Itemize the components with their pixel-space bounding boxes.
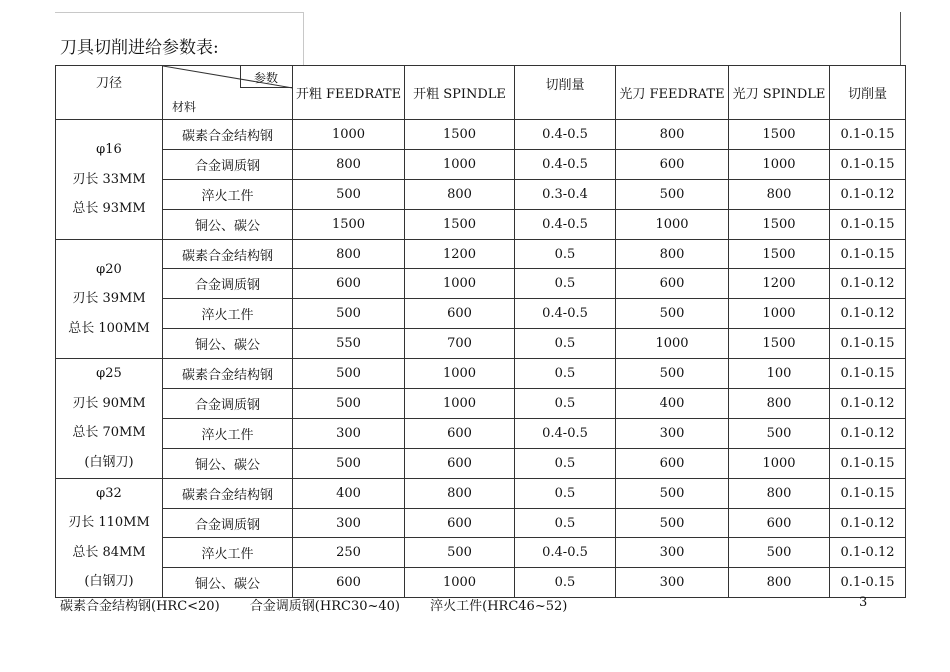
footer-notes [60, 595, 593, 614]
cell-rough-cut-depth: 0.4-0.5 [515, 538, 616, 568]
cell-rough-cut-depth: 0.3-0.4 [515, 179, 616, 209]
tool-spec-line: 刃长 90MM [72, 395, 146, 411]
header-param-label: 参数 [253, 71, 278, 85]
cell-material: 碳素合金结构钢 [163, 120, 293, 150]
cell-material: 淬火工件 [163, 418, 293, 448]
tool-spec-line: (白钢刀) [84, 574, 134, 590]
cell-finish-feedrate: 500 [616, 299, 729, 329]
cell-finish-cut-depth: 0.1-0.15 [830, 120, 906, 150]
table-row [56, 508, 906, 538]
cell-rough-spindle: 1500 [405, 209, 515, 239]
table-row [56, 389, 906, 419]
cell-finish-spindle: 800 [729, 389, 830, 419]
cell-finish-cut-depth: 0.1-0.15 [830, 448, 906, 478]
cell-finish-spindle: 800 [729, 568, 830, 598]
cell-finish-feedrate: 500 [616, 179, 729, 209]
cell-rough-feedrate: 500 [293, 299, 405, 329]
footer-note: 合金调质钢(HRC30~40) [249, 599, 400, 614]
tool-spec-line: φ20 [96, 261, 122, 277]
cell-rough-cut-depth: 0.5 [515, 329, 616, 359]
right-border-line [900, 12, 901, 65]
cell-rough-cut-depth: 0.5 [515, 568, 616, 598]
cell-rough-spindle: 600 [405, 299, 515, 329]
cell-rough-feedrate: 300 [293, 508, 405, 538]
tool-spec-cell [56, 359, 163, 479]
tool-spec-cell [56, 478, 163, 598]
cell-rough-cut-depth: 0.4-0.5 [515, 299, 616, 329]
cell-rough-spindle: 800 [405, 478, 515, 508]
cell-rough-spindle: 1000 [405, 149, 515, 179]
cell-finish-feedrate: 500 [616, 478, 729, 508]
table-row [56, 448, 906, 478]
footer-note: 淬火工件(HRC46~52) [430, 599, 568, 614]
cell-finish-spindle: 1200 [729, 269, 830, 299]
cell-rough-cut-depth: 0.5 [515, 508, 616, 538]
cell-finish-spindle: 500 [729, 418, 830, 448]
cell-finish-feedrate: 600 [616, 448, 729, 478]
cell-rough-spindle: 600 [405, 508, 515, 538]
cell-finish-cut-depth: 0.1-0.15 [830, 329, 906, 359]
page-number: 3 [859, 595, 868, 610]
cell-finish-feedrate: 600 [616, 269, 729, 299]
cell-finish-spindle: 100 [729, 359, 830, 389]
cell-finish-feedrate: 600 [616, 149, 729, 179]
table-row [56, 538, 906, 568]
tool-spec-line: φ25 [96, 366, 122, 382]
cell-finish-feedrate: 500 [616, 508, 729, 538]
cell-rough-cut-depth: 0.5 [515, 239, 616, 269]
table-row [56, 269, 906, 299]
cell-finish-spindle: 1500 [729, 209, 830, 239]
cell-material: 合金调质钢 [163, 389, 293, 419]
page-title: 刀具切削进给参数表: [60, 38, 219, 58]
cell-finish-cut-depth: 0.1-0.12 [830, 299, 906, 329]
cell-rough-feedrate: 800 [293, 149, 405, 179]
table-row [56, 418, 906, 448]
cell-rough-spindle: 1000 [405, 359, 515, 389]
tool-spec-line: (白钢刀) [84, 454, 134, 470]
cell-rough-cut-depth: 0.4-0.5 [515, 120, 616, 150]
tool-spec-cell [56, 120, 163, 240]
tool-spec-line: 总长 93MM [72, 201, 146, 217]
cell-material: 碳素合金结构钢 [163, 239, 293, 269]
cell-finish-feedrate: 400 [616, 389, 729, 419]
cell-finish-spindle: 500 [729, 538, 830, 568]
cell-finish-cut-depth: 0.1-0.12 [830, 389, 906, 419]
cell-rough-cut-depth: 0.4-0.5 [515, 418, 616, 448]
table-row [56, 120, 906, 150]
cell-finish-cut-depth: 0.1-0.15 [830, 478, 906, 508]
cell-rough-cut-depth: 0.5 [515, 359, 616, 389]
cell-rough-feedrate: 300 [293, 418, 405, 448]
cell-rough-cut-depth: 0.5 [515, 478, 616, 508]
cell-rough-feedrate: 600 [293, 269, 405, 299]
cell-finish-feedrate: 1000 [616, 209, 729, 239]
header-rough-feedrate: 开粗 FEEDRATE [293, 66, 405, 120]
cell-material: 铜公、碳公 [163, 568, 293, 598]
cell-material: 碳素合金结构钢 [163, 359, 293, 389]
cell-finish-spindle: 1500 [729, 120, 830, 150]
tool-spec-line: φ16 [96, 142, 122, 158]
table-row [56, 478, 906, 508]
cell-finish-feedrate: 300 [616, 568, 729, 598]
header-finish-spindle: 光刀 SPINDLE [729, 66, 830, 120]
footer-note: 碳素合金结构钢(HRC<20) [60, 599, 220, 614]
cell-finish-cut-depth: 0.1-0.15 [830, 568, 906, 598]
cell-finish-feedrate: 300 [616, 538, 729, 568]
cell-material: 合金调质钢 [163, 269, 293, 299]
cell-finish-cut-depth: 0.1-0.15 [830, 149, 906, 179]
cell-material: 铜公、碳公 [163, 209, 293, 239]
cell-rough-cut-depth: 0.5 [515, 448, 616, 478]
cell-rough-spindle: 1200 [405, 239, 515, 269]
cell-finish-feedrate: 800 [616, 120, 729, 150]
cutting-parameter-table [55, 65, 906, 598]
cell-rough-spindle: 1000 [405, 389, 515, 419]
table-header-row [56, 66, 906, 120]
cell-material: 铜公、碳公 [163, 448, 293, 478]
cell-finish-feedrate: 800 [616, 239, 729, 269]
cell-rough-spindle: 1500 [405, 120, 515, 150]
header-diagonal-cell [163, 66, 293, 120]
header-diameter: 刀径 [56, 66, 163, 120]
tool-spec-line: 刃长 110MM [68, 515, 150, 531]
cell-finish-cut-depth: 0.1-0.12 [830, 418, 906, 448]
cell-rough-spindle: 800 [405, 179, 515, 209]
cell-rough-feedrate: 500 [293, 359, 405, 389]
table-row [56, 359, 906, 389]
cell-rough-spindle: 500 [405, 538, 515, 568]
cell-finish-feedrate: 500 [616, 359, 729, 389]
cell-rough-feedrate: 550 [293, 329, 405, 359]
cell-finish-cut-depth: 0.1-0.15 [830, 209, 906, 239]
cell-rough-feedrate: 600 [293, 568, 405, 598]
table-row [56, 179, 906, 209]
cell-material: 合金调质钢 [163, 149, 293, 179]
cell-material: 淬火工件 [163, 538, 293, 568]
cell-finish-spindle: 1500 [729, 329, 830, 359]
cell-rough-cut-depth: 0.5 [515, 269, 616, 299]
cell-material: 合金调质钢 [163, 508, 293, 538]
table-row [56, 568, 906, 598]
cell-finish-spindle: 1000 [729, 448, 830, 478]
cell-material: 淬火工件 [163, 299, 293, 329]
header-material-label: 材料 [172, 100, 197, 114]
table-row [56, 149, 906, 179]
header-finish-feedrate: 光刀 FEEDRATE [616, 66, 729, 120]
cell-finish-feedrate: 1000 [616, 329, 729, 359]
cell-material: 碳素合金结构钢 [163, 478, 293, 508]
table-row [56, 239, 906, 269]
tool-spec-line: φ32 [96, 485, 122, 501]
tool-spec-line: 总长 84MM [72, 544, 146, 560]
cell-finish-cut-depth: 0.1-0.12 [830, 179, 906, 209]
cell-material: 铜公、碳公 [163, 329, 293, 359]
table-row [56, 329, 906, 359]
tool-spec-line: 刃长 39MM [72, 291, 146, 307]
cell-finish-cut-depth: 0.1-0.15 [830, 359, 906, 389]
cell-rough-feedrate: 500 [293, 389, 405, 419]
header-rough-spindle: 开粗 SPINDLE [405, 66, 515, 120]
cell-finish-spindle: 1000 [729, 149, 830, 179]
cell-finish-cut-depth: 0.1-0.12 [830, 538, 906, 568]
cell-finish-cut-depth: 0.1-0.15 [830, 239, 906, 269]
header-finish-cut-depth: 切削量 [830, 66, 906, 120]
cell-rough-spindle: 700 [405, 329, 515, 359]
tool-spec-cell [56, 239, 163, 359]
header-rough-cut-depth: 切削量 [515, 66, 616, 120]
cell-rough-cut-depth: 0.5 [515, 389, 616, 419]
cell-rough-spindle: 600 [405, 418, 515, 448]
table-row [56, 299, 906, 329]
cell-finish-spindle: 600 [729, 508, 830, 538]
cell-rough-feedrate: 800 [293, 239, 405, 269]
table-row [56, 209, 906, 239]
cell-finish-spindle: 800 [729, 478, 830, 508]
cell-rough-spindle: 600 [405, 448, 515, 478]
cell-rough-feedrate: 500 [293, 448, 405, 478]
cell-rough-cut-depth: 0.4-0.5 [515, 149, 616, 179]
cell-finish-feedrate: 300 [616, 418, 729, 448]
cell-finish-cut-depth: 0.1-0.12 [830, 508, 906, 538]
tool-spec-line: 总长 100MM [68, 320, 150, 336]
cell-rough-feedrate: 1000 [293, 120, 405, 150]
cell-finish-spindle: 800 [729, 179, 830, 209]
cell-rough-spindle: 1000 [405, 269, 515, 299]
cell-finish-spindle: 1000 [729, 299, 830, 329]
cell-material: 淬火工件 [163, 179, 293, 209]
cell-rough-feedrate: 500 [293, 179, 405, 209]
tool-spec-line: 刃长 33MM [72, 171, 146, 187]
cell-rough-feedrate: 250 [293, 538, 405, 568]
tool-spec-line: 总长 70MM [72, 425, 146, 441]
cell-rough-feedrate: 400 [293, 478, 405, 508]
cell-finish-cut-depth: 0.1-0.12 [830, 269, 906, 299]
cell-rough-cut-depth: 0.4-0.5 [515, 209, 616, 239]
cell-rough-spindle: 1000 [405, 568, 515, 598]
cell-finish-spindle: 1500 [729, 239, 830, 269]
cell-rough-feedrate: 1500 [293, 209, 405, 239]
